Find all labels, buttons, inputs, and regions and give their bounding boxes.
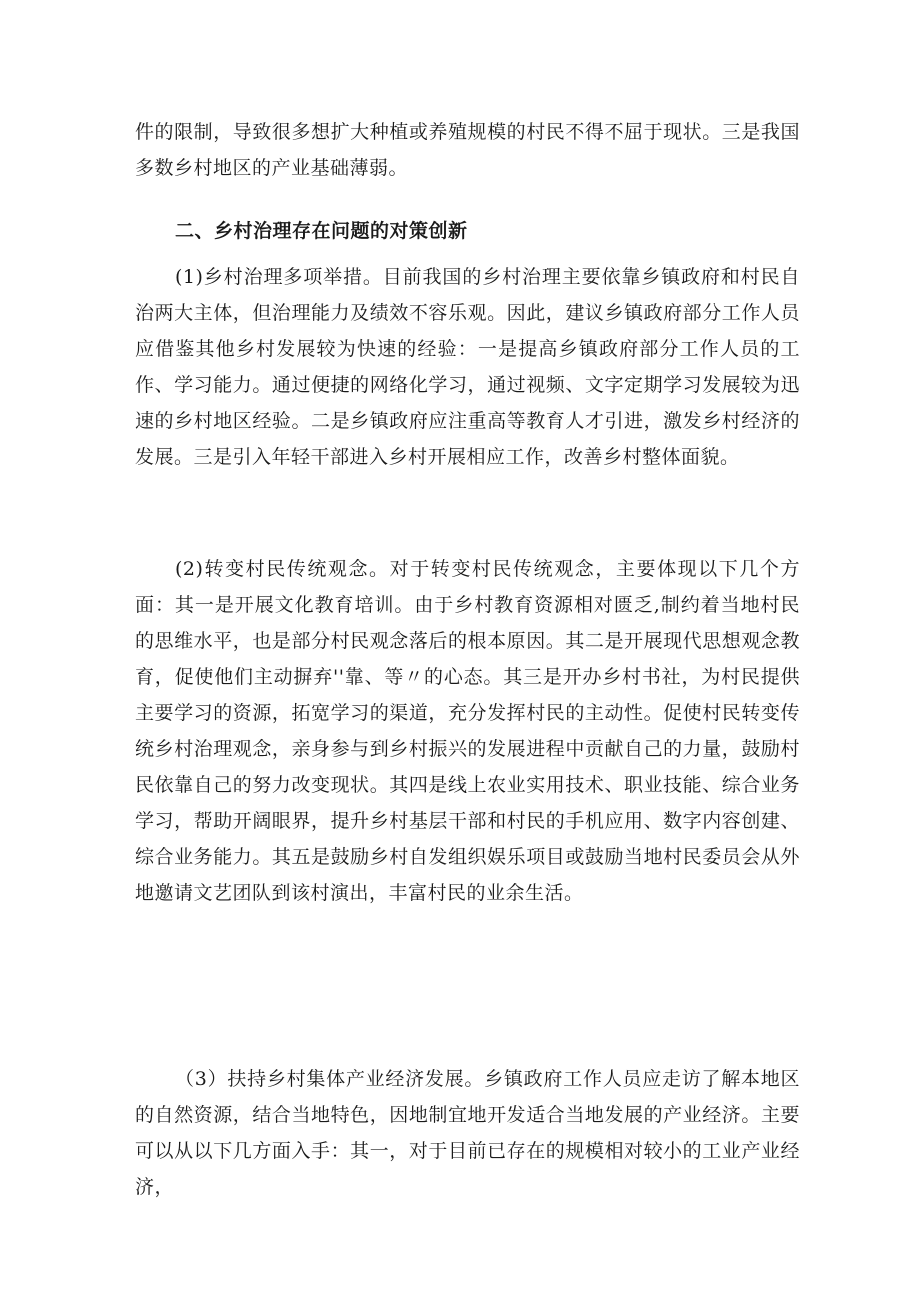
- paragraph-continuation: 件的限制，导致很多想扩大种植或养殖规模的村民不得不屈于现状。三是我国多数乡村地区的产业基础薄弱。: [135, 121, 800, 179]
- paragraph-3: （3）扶持乡村集体产业经济发展。乡镇政府工作人员应走访了解本地区的自然资源，结合当地特色，因地制宜地开发适合当地发展的产业经济。主要可以从以下几方面入手：其一，对于目前已存在的规模相对较小的工业产业经济，: [135, 1068, 800, 1198]
- section-heading: 二、乡村治理存在问题的对策创新: [175, 220, 468, 242]
- paragraph-2: (2)转变村民传统观念。对于转变村民传统观念，主要体现以下几个方面：其一是开展文化教育培训。由于乡村教育资源相对匮乏,制约着当地村民的思维水平，也是部分村民观念落后的根本原因。其二是开展现代思想观念教育，促使他们主动摒弃''靠、等〃的心态。其三是开办乡村书社，为村民提供主要学习的资源，拓宽学习的渠道，充分发挥村民的主动性。促使村民转变传统乡村治理观念，亲身参与到乡村振兴的发展进程中贡献自己的力量，鼓励村民依靠自己的努力改变现状。其四是线上农业实用技术、职业技能、综合业务学习，帮助开阔眼界，提升乡村基层干部和村民的手机应用、数字内容创建、综合业务能力。其五是鼓励乡村自发组织娱乐项目或鼓励当地村民委员会从外地邀请文艺团队到该村演出，丰富村民的业余生活。: [135, 558, 800, 904]
- paragraph-1: (1)乡村治理多项举措。目前我国的乡村治理主要依靠乡镇政府和村民自治两大主体，但治理能力及绩效不容乐观。因此，建议乡镇政府部分工作人员应借鉴其他乡村发展较为快速的经验：一是提高乡镇政府部分工作人员的工作、学习能力。通过便捷的网络化学习，通过视频、文字定期学习发展较为迅速的乡村地区经验。二是乡镇政府应注重高等教育人才引进，激发乡村经济的发展。三是引入年轻干部进入乡村开展相应工作，改善乡村整体面貌。: [135, 266, 800, 468]
